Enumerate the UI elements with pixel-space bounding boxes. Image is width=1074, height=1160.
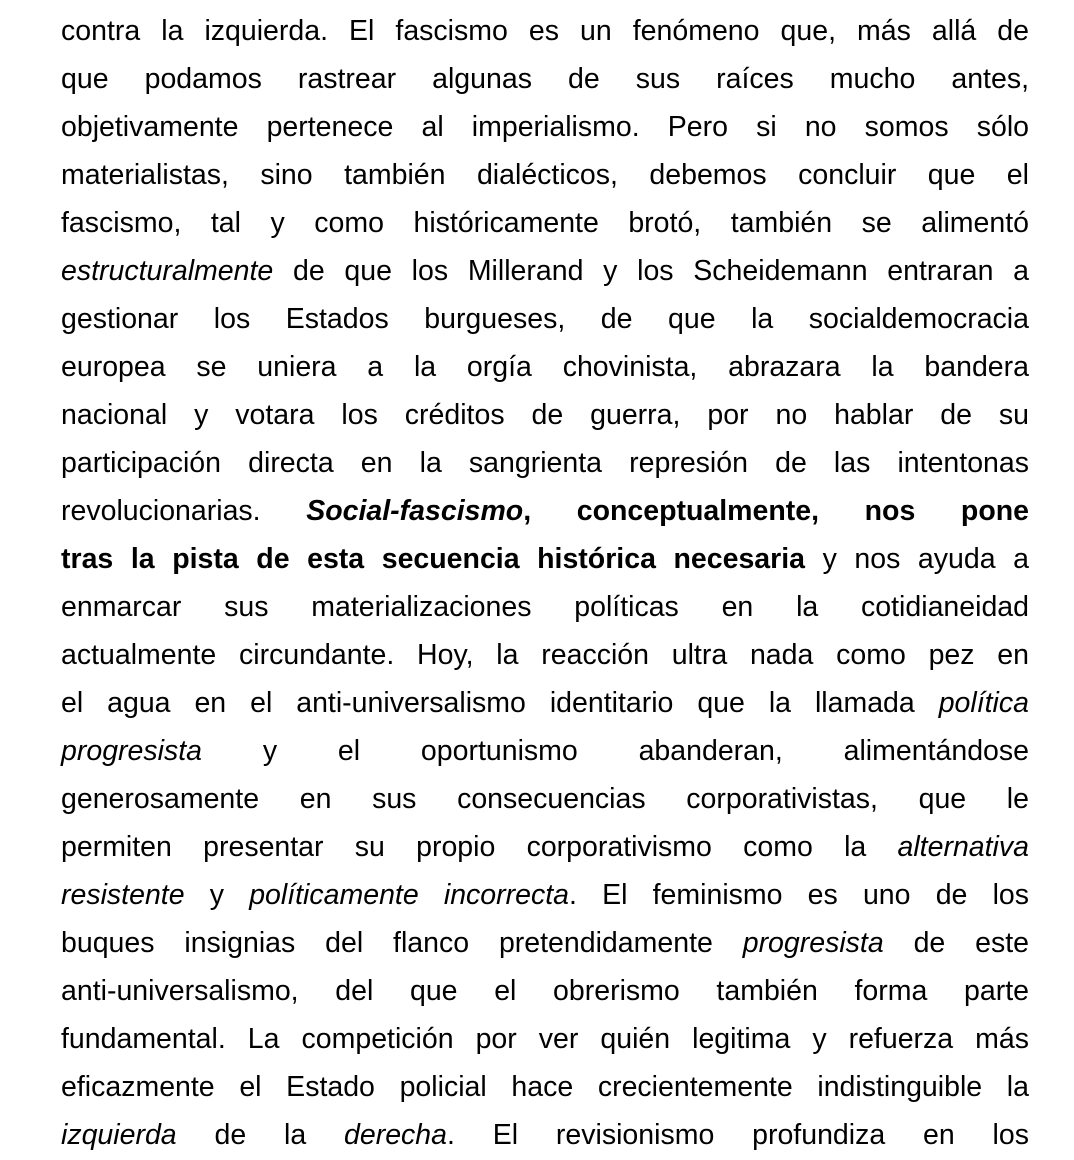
plain-text: enmarcar sus materializaciones políticas en la cotidianeidad: [61, 591, 1029, 623]
plain-text: eficazmente el Estado policial hace crecientemente indistinguible la: [61, 1071, 1029, 1103]
italic-text: progresista: [742, 927, 884, 959]
plain-text: que podamos rastrear algunas de sus raíces mucho antes,: [61, 63, 1029, 95]
text-line: [61, 199, 1029, 247]
text-line: [61, 7, 1029, 55]
text-line: [61, 871, 1029, 919]
plain-text: objetivamente pertenece al imperialismo. Pero si no somos sólo: [61, 111, 1029, 143]
text-line: [61, 727, 1029, 775]
plain-text: participación directa en la sangrienta represión de las intentonas: [61, 447, 1029, 479]
bold-text: [306, 495, 523, 527]
plain-text: anti-universalismo, del que el obrerismo también forma parte: [61, 975, 1029, 1007]
plain-text: revolucionarias.: [61, 495, 307, 527]
plain-text: buques insignias del flanco pretendidamente: [61, 927, 743, 959]
italic-text: resistente: [61, 879, 185, 911]
plain-text: de que los Millerand y los Scheidemann entraran a: [273, 255, 1029, 287]
text-line: [61, 1015, 1029, 1063]
plain-text: generosamente en sus consecuencias corporativistas, que le: [61, 783, 1029, 815]
plain-text: permiten presentar su propio corporativismo como la: [61, 831, 898, 863]
italic-text: derecha: [344, 1119, 448, 1151]
plain-text: contra la izquierda. El fascismo es un fenómeno que, más allá de: [61, 15, 1029, 47]
bold-text: , conceptualmente, nos pone: [523, 495, 1029, 527]
plain-text: fascismo, tal y como históricamente brotó, también se alimentó: [61, 207, 1029, 239]
body-paragraph: [61, 7, 1029, 1159]
italic-text: progresista: [61, 735, 202, 767]
plain-text: y: [184, 879, 250, 911]
plain-text: el agua en el anti-universalismo identitario que la llamada: [61, 687, 939, 719]
text-line: [61, 439, 1029, 487]
text-line: [61, 583, 1029, 631]
text-line: [61, 967, 1029, 1015]
plain-text: de la: [176, 1119, 345, 1151]
italic-text: alternativa: [897, 831, 1029, 863]
text-line: [61, 1111, 1029, 1159]
text-line: [61, 775, 1029, 823]
text-line: [61, 391, 1029, 439]
italic-text: izquierda: [61, 1119, 177, 1151]
text-line: [61, 103, 1029, 151]
plain-text: y nos ayuda a: [805, 543, 1029, 575]
text-line: [61, 535, 1029, 583]
text-line: [61, 823, 1029, 871]
text-line: [61, 1063, 1029, 1111]
plain-text: y el oportunismo abanderan, alimentándose: [201, 735, 1029, 767]
text-line: [61, 343, 1029, 391]
bold-text: tras la pista de esta secuencia histórica necesaria: [61, 543, 806, 575]
text-line: [61, 679, 1029, 727]
plain-text: actualmente circundante. Hoy, la reacción ultra nada como pez en: [61, 639, 1029, 671]
text-line: [61, 295, 1029, 343]
plain-text: de este: [883, 927, 1030, 959]
bold-italic-text: Social-fascismo: [306, 495, 524, 527]
plain-text: fundamental. La competición por ver quién legitima y refuerza más: [61, 1023, 1029, 1055]
plain-text: . El feminismo es uno de los: [569, 879, 1030, 911]
text-line: [61, 55, 1029, 103]
plain-text: europea se uniera a la orgía chovinista, abrazara la bandera: [61, 351, 1029, 383]
italic-text: estructuralmente: [61, 255, 274, 287]
text-line: [61, 487, 1029, 535]
plain-text: nacional y votara los créditos de guerra, por no hablar de su: [61, 399, 1029, 431]
plain-text: gestionar los Estados burgueses, de que la socialdemocracia: [61, 303, 1029, 335]
italic-text: políticamente incorrecta: [249, 879, 570, 911]
plain-text: . El revisionismo profundiza en los: [447, 1119, 1029, 1151]
text-line: [61, 919, 1029, 967]
text-line: [61, 247, 1029, 295]
text-line: [61, 151, 1029, 199]
italic-text: política: [938, 687, 1029, 719]
text-line: [61, 631, 1029, 679]
plain-text: materialistas, sino también dialécticos, debemos concluir que el: [61, 159, 1029, 191]
